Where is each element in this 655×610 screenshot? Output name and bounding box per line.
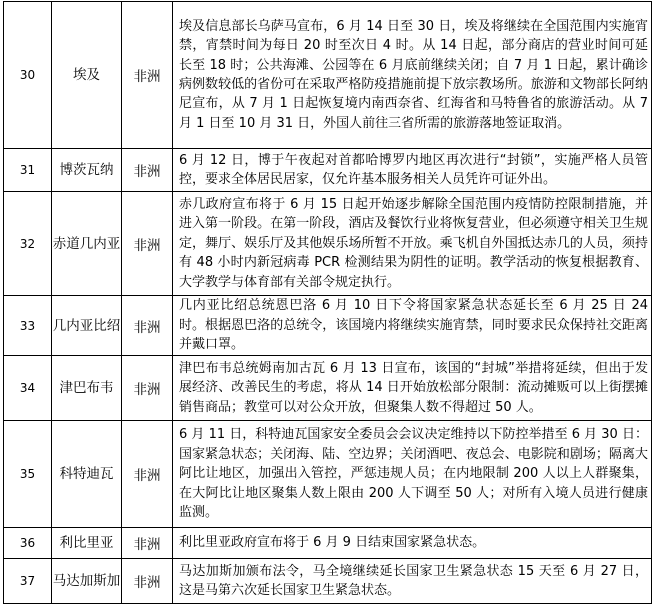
country-name: 津巴布韦	[52, 356, 122, 421]
measures-table	[3, 1, 652, 604]
row-number: 36	[4, 528, 52, 559]
region-name: 非洲	[122, 559, 173, 604]
region-name: 非洲	[122, 192, 173, 296]
country-name: 几内亚比绍	[52, 296, 122, 356]
table-row	[4, 296, 652, 356]
region-name: 非洲	[122, 528, 173, 559]
country-name: 博茨瓦纳	[52, 149, 122, 192]
region-name: 非洲	[122, 149, 173, 192]
row-number: 34	[4, 356, 52, 421]
region-name: 非洲	[122, 421, 173, 528]
region-name: 非洲	[122, 2, 173, 149]
region-name: 非洲	[122, 356, 173, 421]
country-name: 埃及	[52, 2, 122, 149]
row-number: 30	[4, 2, 52, 149]
table-row	[4, 559, 652, 604]
row-number: 37	[4, 559, 52, 604]
country-name: 马达加斯加	[52, 559, 122, 604]
region-name: 非洲	[122, 296, 173, 356]
measure-description: 津巴布韦总统姆南加古瓦 6 月 13 日宣布，该国的“封城”举措将延续，但出于发展经济、改善民生的考虑，将从 14 日开始放松部分限制：流动摊贩可以上街摆摊销售商品；教堂可以对公众开放，但聚集人数不得超过 50 人。	[173, 356, 652, 421]
measure-description: 6 月 12 日，博于午夜起对首都哈博罗内地区再次进行“封锁”，实施严格人员管控，要求全体居民居家，仅允许基本服务相关人员凭许可证外出。	[173, 149, 652, 192]
measure-description: 赤几政府宣布将于 6 月 15 日起开始逐步解除全国范围内疫情防控限制措施，并进入第一阶段。在第一阶段，酒店及餐饮行业将恢复营业，但必须遵守相关卫生规定，舞厅、娱乐厅及其他娱乐场所暂不开放。乘飞机自外国抵达赤几的人员，须持有 48 小时内新冠病毒 PCR 检测结果为阴性的证明。教学活动的恢复根据教育、大学教学与体育部有关部令规定执行。	[173, 192, 652, 296]
table-row	[4, 149, 652, 192]
table-row	[4, 2, 652, 149]
row-number: 31	[4, 149, 52, 192]
measure-description: 6 月 11 日，科特迪瓦国家安全委员会会议决定维持以下防控举措至 6 月 30 日：国家紧急状态；关闭海、陆、空边界；关闭酒吧、夜总会、电影院和剧场；隔离大阿比让地区，加强出入管控，严惩违规人员；在内地限制 200 人以上人群聚集，在大阿比让地区聚集人数上限由 200 人下调至 50 人；对所有入境人员进行健康监测。	[173, 421, 652, 528]
measure-description: 埃及信息部长乌萨马宣布，6 月 14 日至 30 日，埃及将继续在全国范围内实施宵禁，宵禁时间为每日 20 时至次日 4 时。从 14 日起，部分商店的营业时间可延长至 18 时；公共海滩、公园等在 6 月底前继续关闭；自 7 月 1 日起，累计确诊病例数较低的省份可在采取严格防疫措施前提下放宗教场所。旅游和文物部长阿纳尼宣布，从 7 月 1 日起恢复境内南西奈省、红海省和马特鲁省的旅游活动。从 7 月 1 日至 10 月 31 日，外国人前往三省所需的旅游落地签证取消。	[173, 2, 652, 149]
table-row	[4, 192, 652, 296]
measure-description: 利比里亚政府宣布将于 6 月 9 日结束国家紧急状态。	[173, 528, 652, 559]
country-name: 科特迪瓦	[52, 421, 122, 528]
table-row	[4, 421, 652, 528]
country-name: 赤道几内亚	[52, 192, 122, 296]
measure-description: 几内亚比绍总统恩巴洛 6 月 10 日下令将国家紧急状态延长至 6 月 25 日 24 时。根据恩巴洛的总统令，该国境内将继续实施宵禁，同时要求民众保持社交距离并戴口罩。	[173, 296, 652, 356]
row-number: 33	[4, 296, 52, 356]
table-row	[4, 356, 652, 421]
measure-description: 马达加斯加颁布法令，马全境继续延长国家卫生紧急状态 15 天至 6 月 27 日，这是马第六次延长国家卫生紧急状态。	[173, 559, 652, 604]
table-row	[4, 528, 652, 559]
country-name: 利比里亚	[52, 528, 122, 559]
row-number: 32	[4, 192, 52, 296]
row-number: 35	[4, 421, 52, 528]
